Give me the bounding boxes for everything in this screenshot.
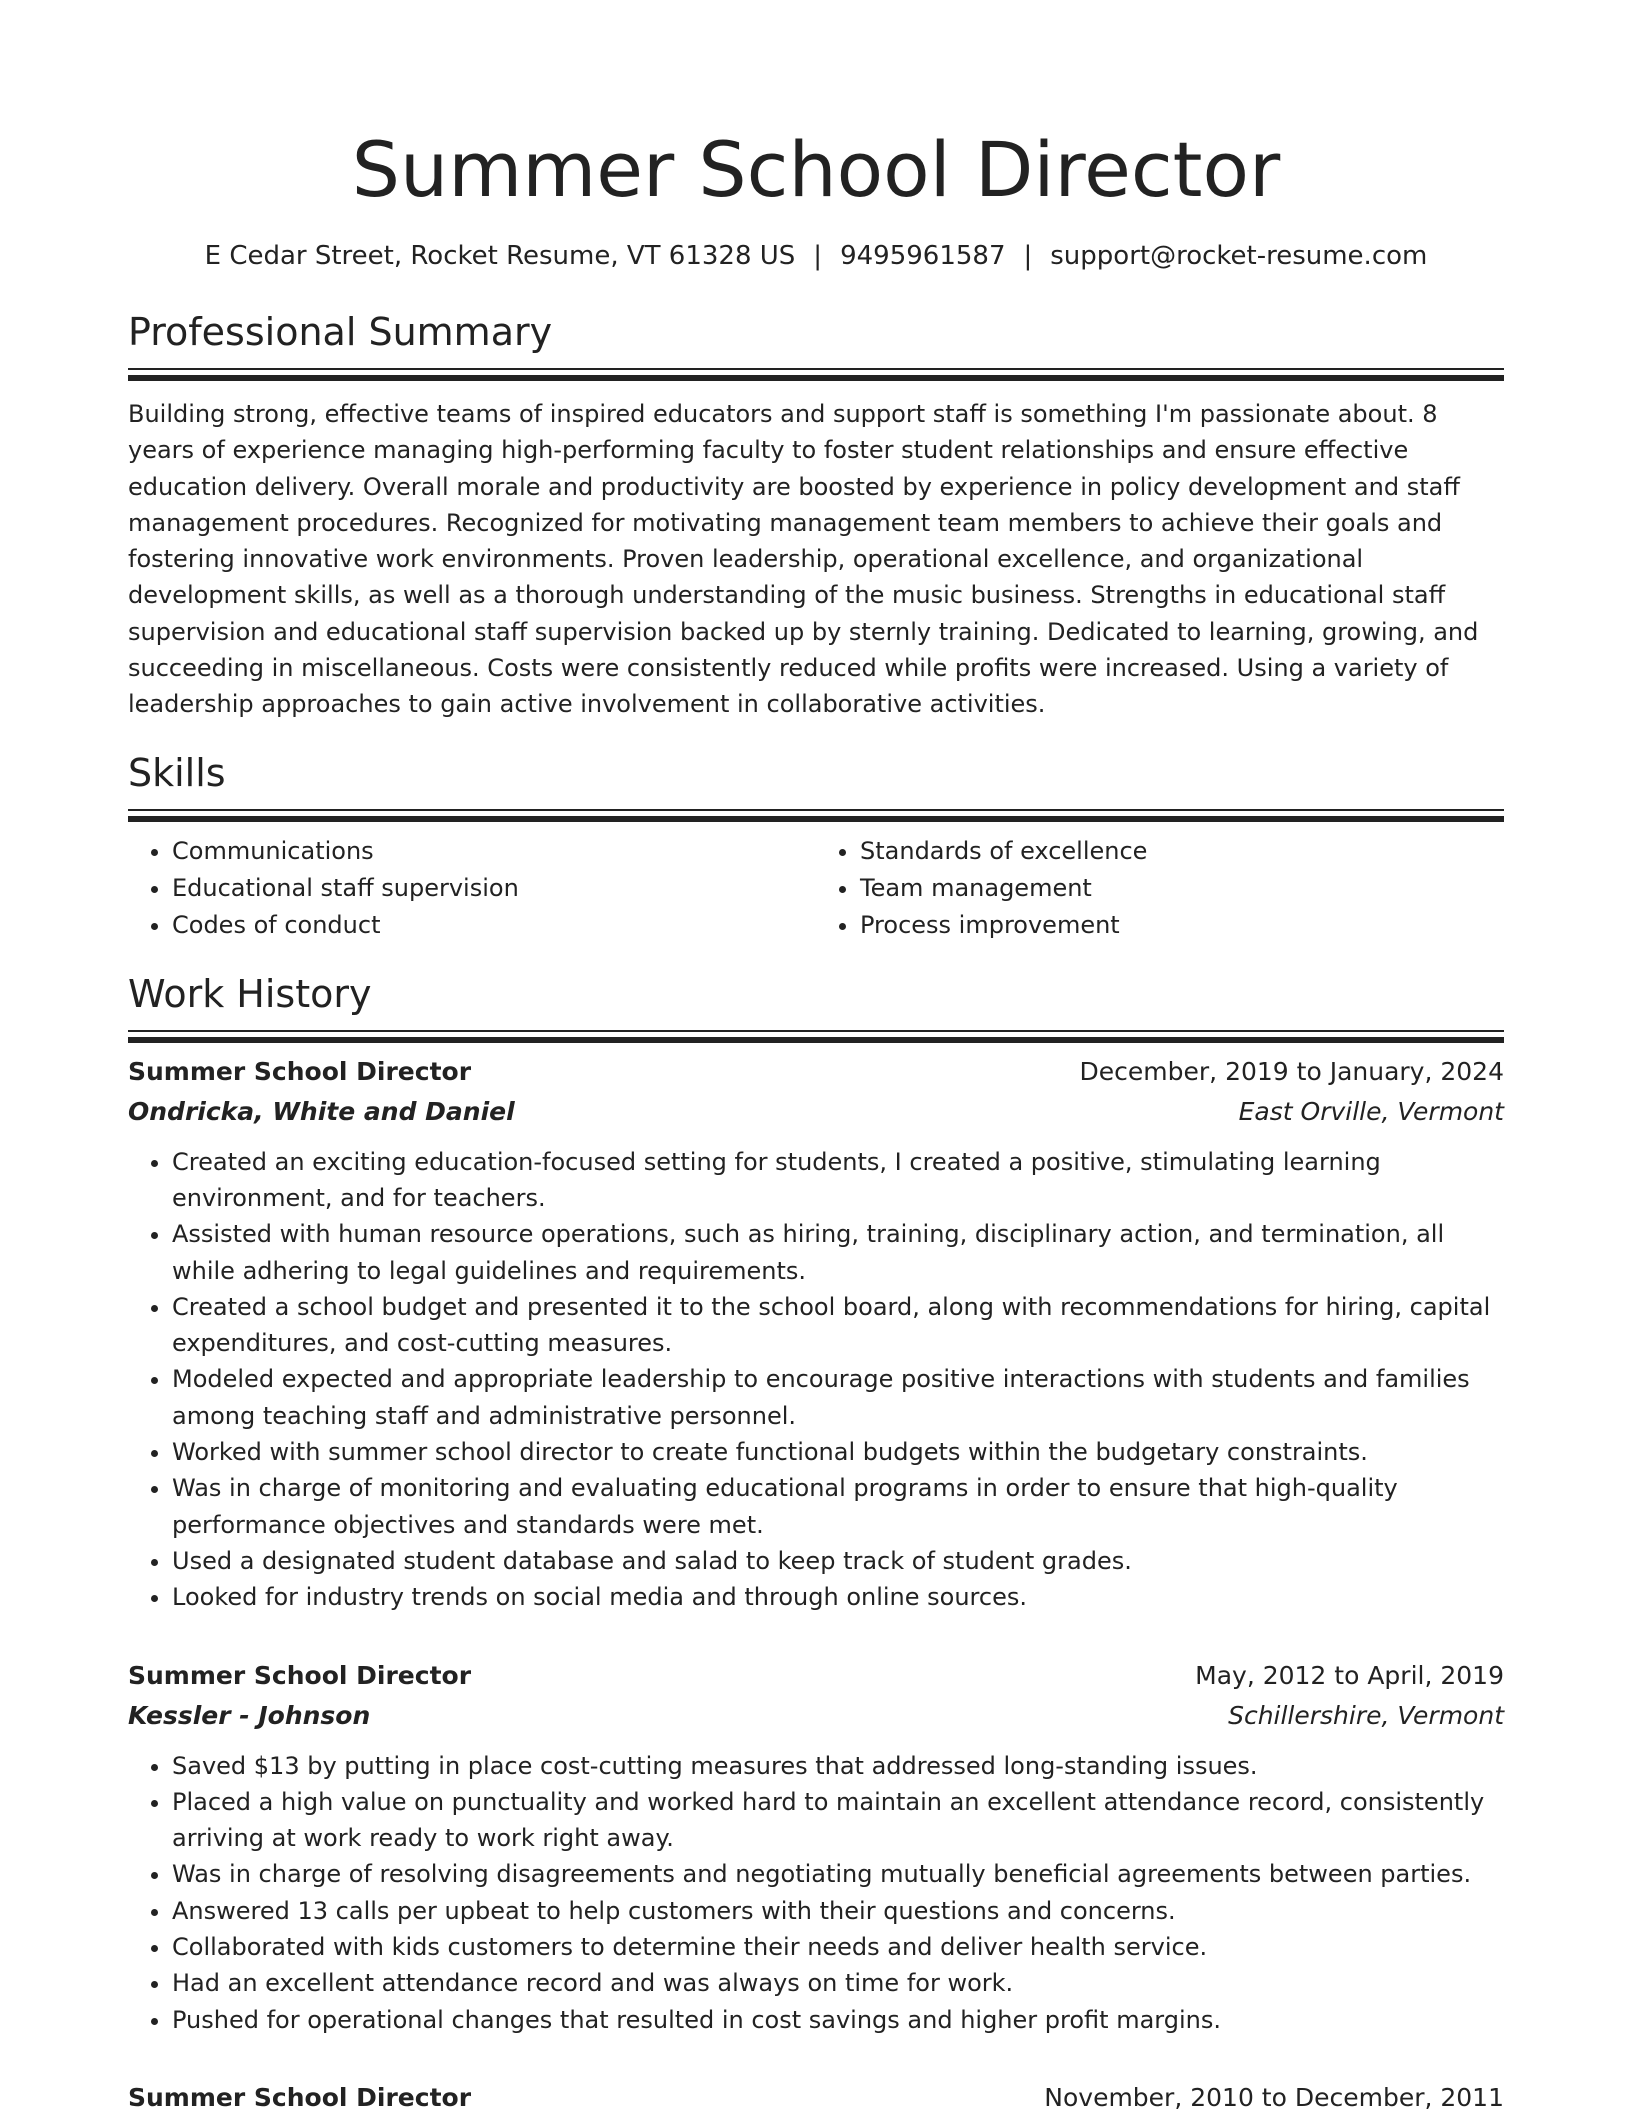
job-bullets (128, 1748, 1504, 2038)
job-dates: December, 2019 to January, 2024 (1079, 1056, 1504, 1086)
job-bullet: • Collaborated with kids customers to determine their needs and deliver health service. (172, 1929, 1504, 1965)
job-entry (128, 1054, 1504, 1616)
work-history-section (128, 970, 1504, 2116)
job-dates: May, 2012 to April, 2019 (1195, 1660, 1504, 1690)
skill-item: • Standards of excellence (860, 833, 1504, 870)
job-title: Summer School Director (128, 1660, 472, 1690)
section-divider (128, 1030, 1504, 1032)
job-header (128, 1658, 1504, 1694)
section-divider (128, 809, 1504, 811)
job-entry (128, 2080, 1504, 2116)
job-bullets (128, 1144, 1504, 1616)
skill-item: • Educational staff supervision (172, 870, 816, 907)
job-bullet: • Worked with summer school director to create functional budgets within the budgetary constraints. (172, 1434, 1504, 1470)
job-location: Schillershire, Vermont (1228, 1700, 1504, 1730)
job-bullet: • Was in charge of resolving disagreements and negotiating mutually beneficial agreements between parties. (172, 1856, 1504, 1892)
job-header (128, 2080, 1504, 2116)
skill-item: • Codes of conduct (172, 907, 816, 944)
job-bullet: • Had an excellent attendance record and was always on time for work. (172, 1965, 1504, 2001)
skill-item: • Communications (172, 833, 816, 870)
skills-section (128, 749, 1504, 944)
contact-line (128, 238, 1504, 274)
summary-text: Building strong, effective teams of inspired educators and support staff is something I'm passionate about. 8 years of experience managing high-performing faculty to foster student relationships and ensure effective education delivery. Overall morale and productivity are boosted by experience in policy development and staff management procedures. Recognized for motivating management team members to achieve their goals and fostering innovative work environments. Proven leadership, operational excellence, and organizational development skills, as well as a thorough understanding of the music business. Strengths in educational staff supervision and educational staff supervision backed up by sternly training. Dedicated to learning, growing, and succeeding in miscellaneous. Costs were consistently reduced while profits were increased. Using a variety of leadership approaches to gain active involvement in collaborative activities. (128, 400, 1479, 719)
section-title-summary: Professional Summary (128, 310, 553, 354)
skills-grid (128, 833, 1504, 944)
job-bullet: • Was in charge of monitoring and evaluating educational programs in order to ensure that high-quality performance objectives and standards were met. (172, 1470, 1504, 1543)
professional-summary-section (128, 308, 1504, 723)
job-location: East Orville, Vermont (1238, 1096, 1504, 1126)
contact-email[interactable]: support@rocket-resume.com (1050, 241, 1428, 271)
job-bullet: • Modeled expected and appropriate leadership to encourage positive interactions with students and families among teaching staff and administrative personnel. (172, 1361, 1504, 1434)
job-bullet: • Placed a high value on punctuality and worked hard to maintain an excellent attendance record, consistently arriving at work ready to work right away. (172, 1784, 1504, 1857)
job-subheader (128, 1698, 1504, 1734)
skills-column-left (128, 833, 816, 944)
job-bullet: • Created a school budget and presented it to the school board, along with recommendations for hiring, capital expenditures, and cost-cutting measures. (172, 1289, 1504, 1362)
skill-item: • Team management (860, 870, 1504, 907)
job-title: Summer School Director (128, 2082, 472, 2112)
job-bullet: • Assisted with human resource operations, such as hiring, training, disciplinary action, and termination, all while adhering to legal guidelines and requirements. (172, 1216, 1504, 1289)
job-bullet: • Looked for industry trends on social media and through online sources. (172, 1579, 1504, 1615)
contact-phone: 9495961587 (840, 241, 1006, 271)
section-title-work-history: Work History (128, 971, 372, 1016)
resume-page (128, 118, 1504, 2116)
job-entry (128, 1658, 1504, 2038)
section-title-skills: Skills (128, 750, 226, 795)
job-subheader (128, 1094, 1504, 1130)
contact-separator: | (1023, 241, 1033, 271)
contact-address: E Cedar Street, Rocket Resume, VT 61328 US (204, 241, 796, 271)
job-dates: November, 2010 to December, 2011 (1044, 2082, 1504, 2112)
skill-item: • Process improvement (860, 907, 1504, 944)
resume-name: Summer School Director (351, 125, 1281, 214)
job-bullet: • Pushed for operational changes that resulted in cost savings and higher profit margins. (172, 2002, 1504, 2038)
job-bullet: • Answered 13 calls per upbeat to help customers with their questions and concerns. (172, 1893, 1504, 1929)
job-bullet: • Created an exciting education-focused setting for students, I created a positive, stimulating learning environment, and for teachers. (172, 1144, 1504, 1217)
job-company: Kessler - Johnson (128, 1700, 371, 1730)
job-title: Summer School Director (128, 1056, 472, 1086)
skills-column-right (816, 833, 1504, 944)
job-bullet: • Saved $13 by putting in place cost-cutting measures that addressed long-standing issues. (172, 1748, 1504, 1784)
section-divider (128, 368, 1504, 370)
contact-separator: | (813, 241, 823, 271)
job-header (128, 1054, 1504, 1090)
job-bullet: • Used a designated student database and salad to keep track of student grades. (172, 1543, 1504, 1579)
job-company: Ondricka, White and Daniel (128, 1096, 515, 1126)
